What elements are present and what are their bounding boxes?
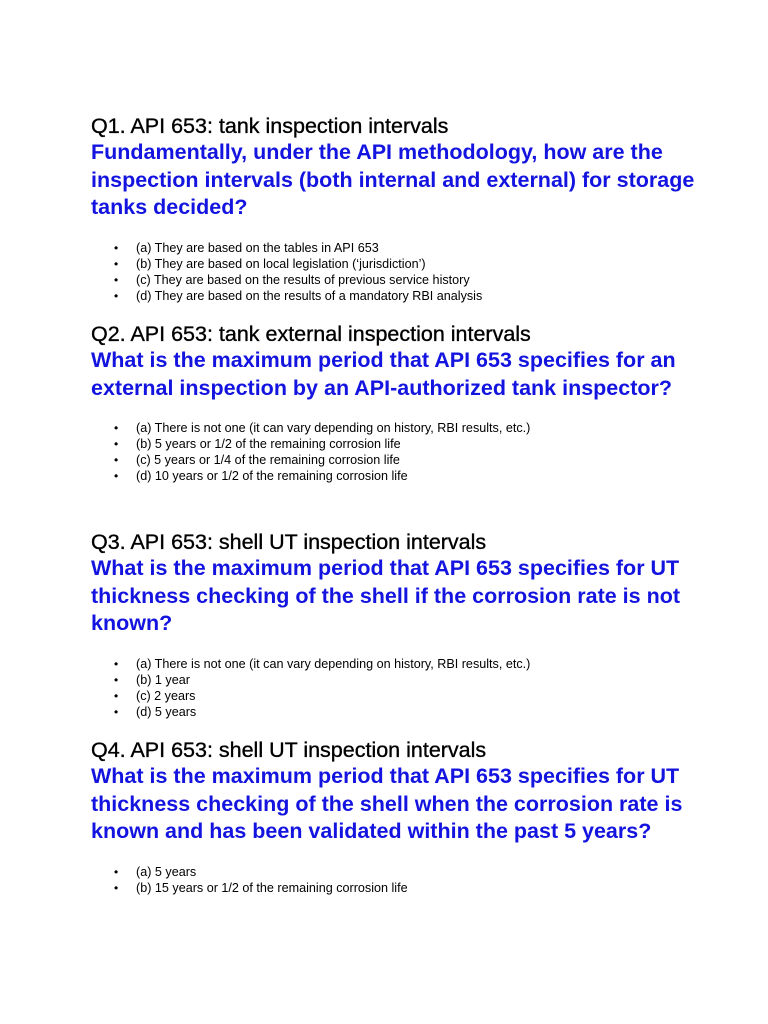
- answer-options: [114, 864, 734, 896]
- question-text: Fundamentally, under the API methodology, how are the inspection intervals (both internal and external) for storage tanks decided?: [91, 140, 695, 219]
- answer-option: • (d) 10 years or 1/2 of the remaining corrosion life: [114, 468, 734, 484]
- question-4: [91, 737, 711, 896]
- answer-option: • (b) 1 year: [114, 672, 734, 688]
- answer-option: • (b) They are based on local legislation (‘jurisdiction’): [114, 256, 734, 272]
- answer-option: • (d) 5 years: [114, 704, 734, 720]
- question-text: What is the maximum period that API 653 specifies for an external inspection by an API-authorized tank inspector?: [91, 348, 676, 400]
- answer-options: [114, 420, 734, 484]
- answer-options: [114, 240, 734, 304]
- answer-option: • (d) They are based on the results of a mandatory RBI analysis: [114, 288, 734, 304]
- answer-option: • (a) There is not one (it can vary depending on history, RBI results, etc.): [114, 420, 734, 436]
- question-title: Q2. API 653: tank external inspection intervals: [91, 322, 531, 346]
- question-text: What is the maximum period that API 653 specifies for UT thickness checking of the shell when the corrosion rate is known and has been validated within the past 5 years?: [91, 764, 683, 843]
- answer-option: • (c) 2 years: [114, 688, 734, 704]
- answer-option: • (b) 5 years or 1/2 of the remaining corrosion life: [114, 436, 734, 452]
- question-text: What is the maximum period that API 653 specifies for UT thickness checking of the shell if the corrosion rate is not known?: [91, 556, 680, 635]
- question-2: [91, 321, 711, 484]
- answer-option: • (a) There is not one (it can vary depending on history, RBI results, etc.): [114, 656, 734, 672]
- answer-option: • (a) 5 years: [114, 864, 734, 880]
- question-title: Q3. API 653: shell UT inspection intervals: [91, 530, 487, 554]
- answer-option: • (b) 15 years or 1/2 of the remaining corrosion life: [114, 880, 734, 896]
- question-title: Q1. API 653: tank inspection intervals: [91, 114, 449, 138]
- answer-option: • (a) They are based on the tables in API 653: [114, 240, 734, 256]
- answer-options: [114, 656, 734, 720]
- question-3: [91, 529, 711, 720]
- answer-option: • (c) 5 years or 1/4 of the remaining corrosion life: [114, 452, 734, 468]
- answer-option: • (c) They are based on the results of previous service history: [114, 272, 734, 288]
- question-title: Q4. API 653: shell UT inspection intervals: [91, 738, 487, 762]
- question-1: [91, 113, 711, 304]
